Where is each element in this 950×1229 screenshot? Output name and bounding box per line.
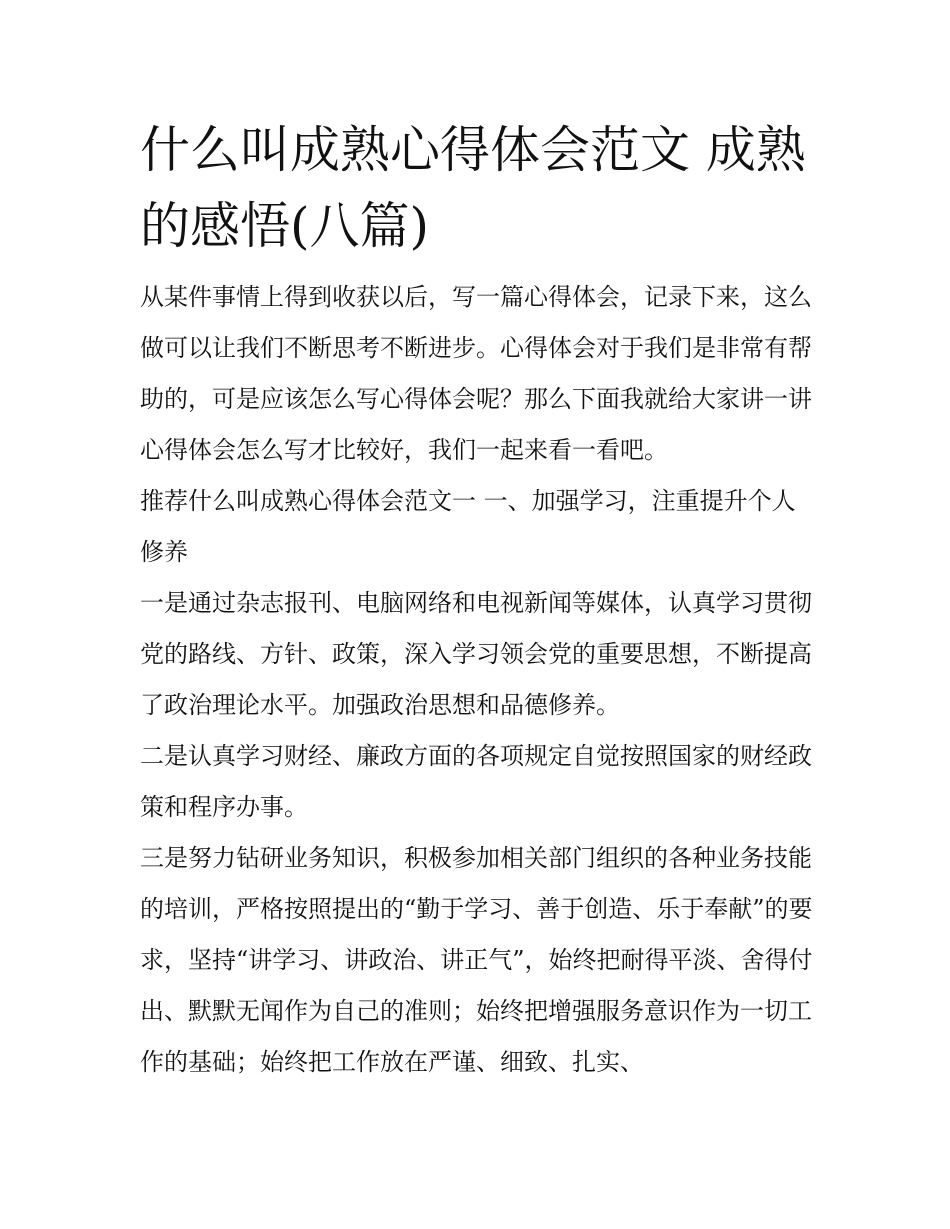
document-body	[140, 272, 816, 1088]
document-title: 什么叫成熟心得体会范文 成熟的感悟(八篇)	[140, 121, 806, 255]
paragraph-intro: 从某件事情上得到收获以后，写一篇心得体会，记录下来，这么做可以让我们不断思考不断进步。心得体会对于我们是非常有帮助的，可是应该怎么写心得体会呢？那么下面我就给大家讲一讲心得体会怎么写才比较好，我们一起来看一看吧。	[140, 283, 812, 464]
paragraph-point-3: 三是努力钻研业务知识，积极参加相关部门组织的各种业务技能的培训，严格按照提出的“勤于学习、善于创造、乐于奉献”的要求，坚持“讲学习、讲政治、讲正气”，始终把耐得平淡、舍得付出、默默无闻作为自己的准则；始终把增强服务意识作为一切工作的基础；始终把工作放在严谨、细致、扎实、	[140, 844, 813, 1076]
paragraph-point-1: 一是通过杂志报刊、电脑网络和电视新闻等媒体，认真学习贯彻党的路线、方针、政策，深入学习领会党的重要思想，不断提高了政治理论水平。加强政治思想和品德修养。	[140, 589, 812, 719]
paragraph-point-2: 二是认真学习财经、廉政方面的各项规定自觉按照国家的财经政策和程序办事。	[140, 742, 812, 821]
paragraph-heading-1: 推荐什么叫成熟心得体会范文一 一、加强学习，注重提升个人修养	[140, 487, 796, 566]
